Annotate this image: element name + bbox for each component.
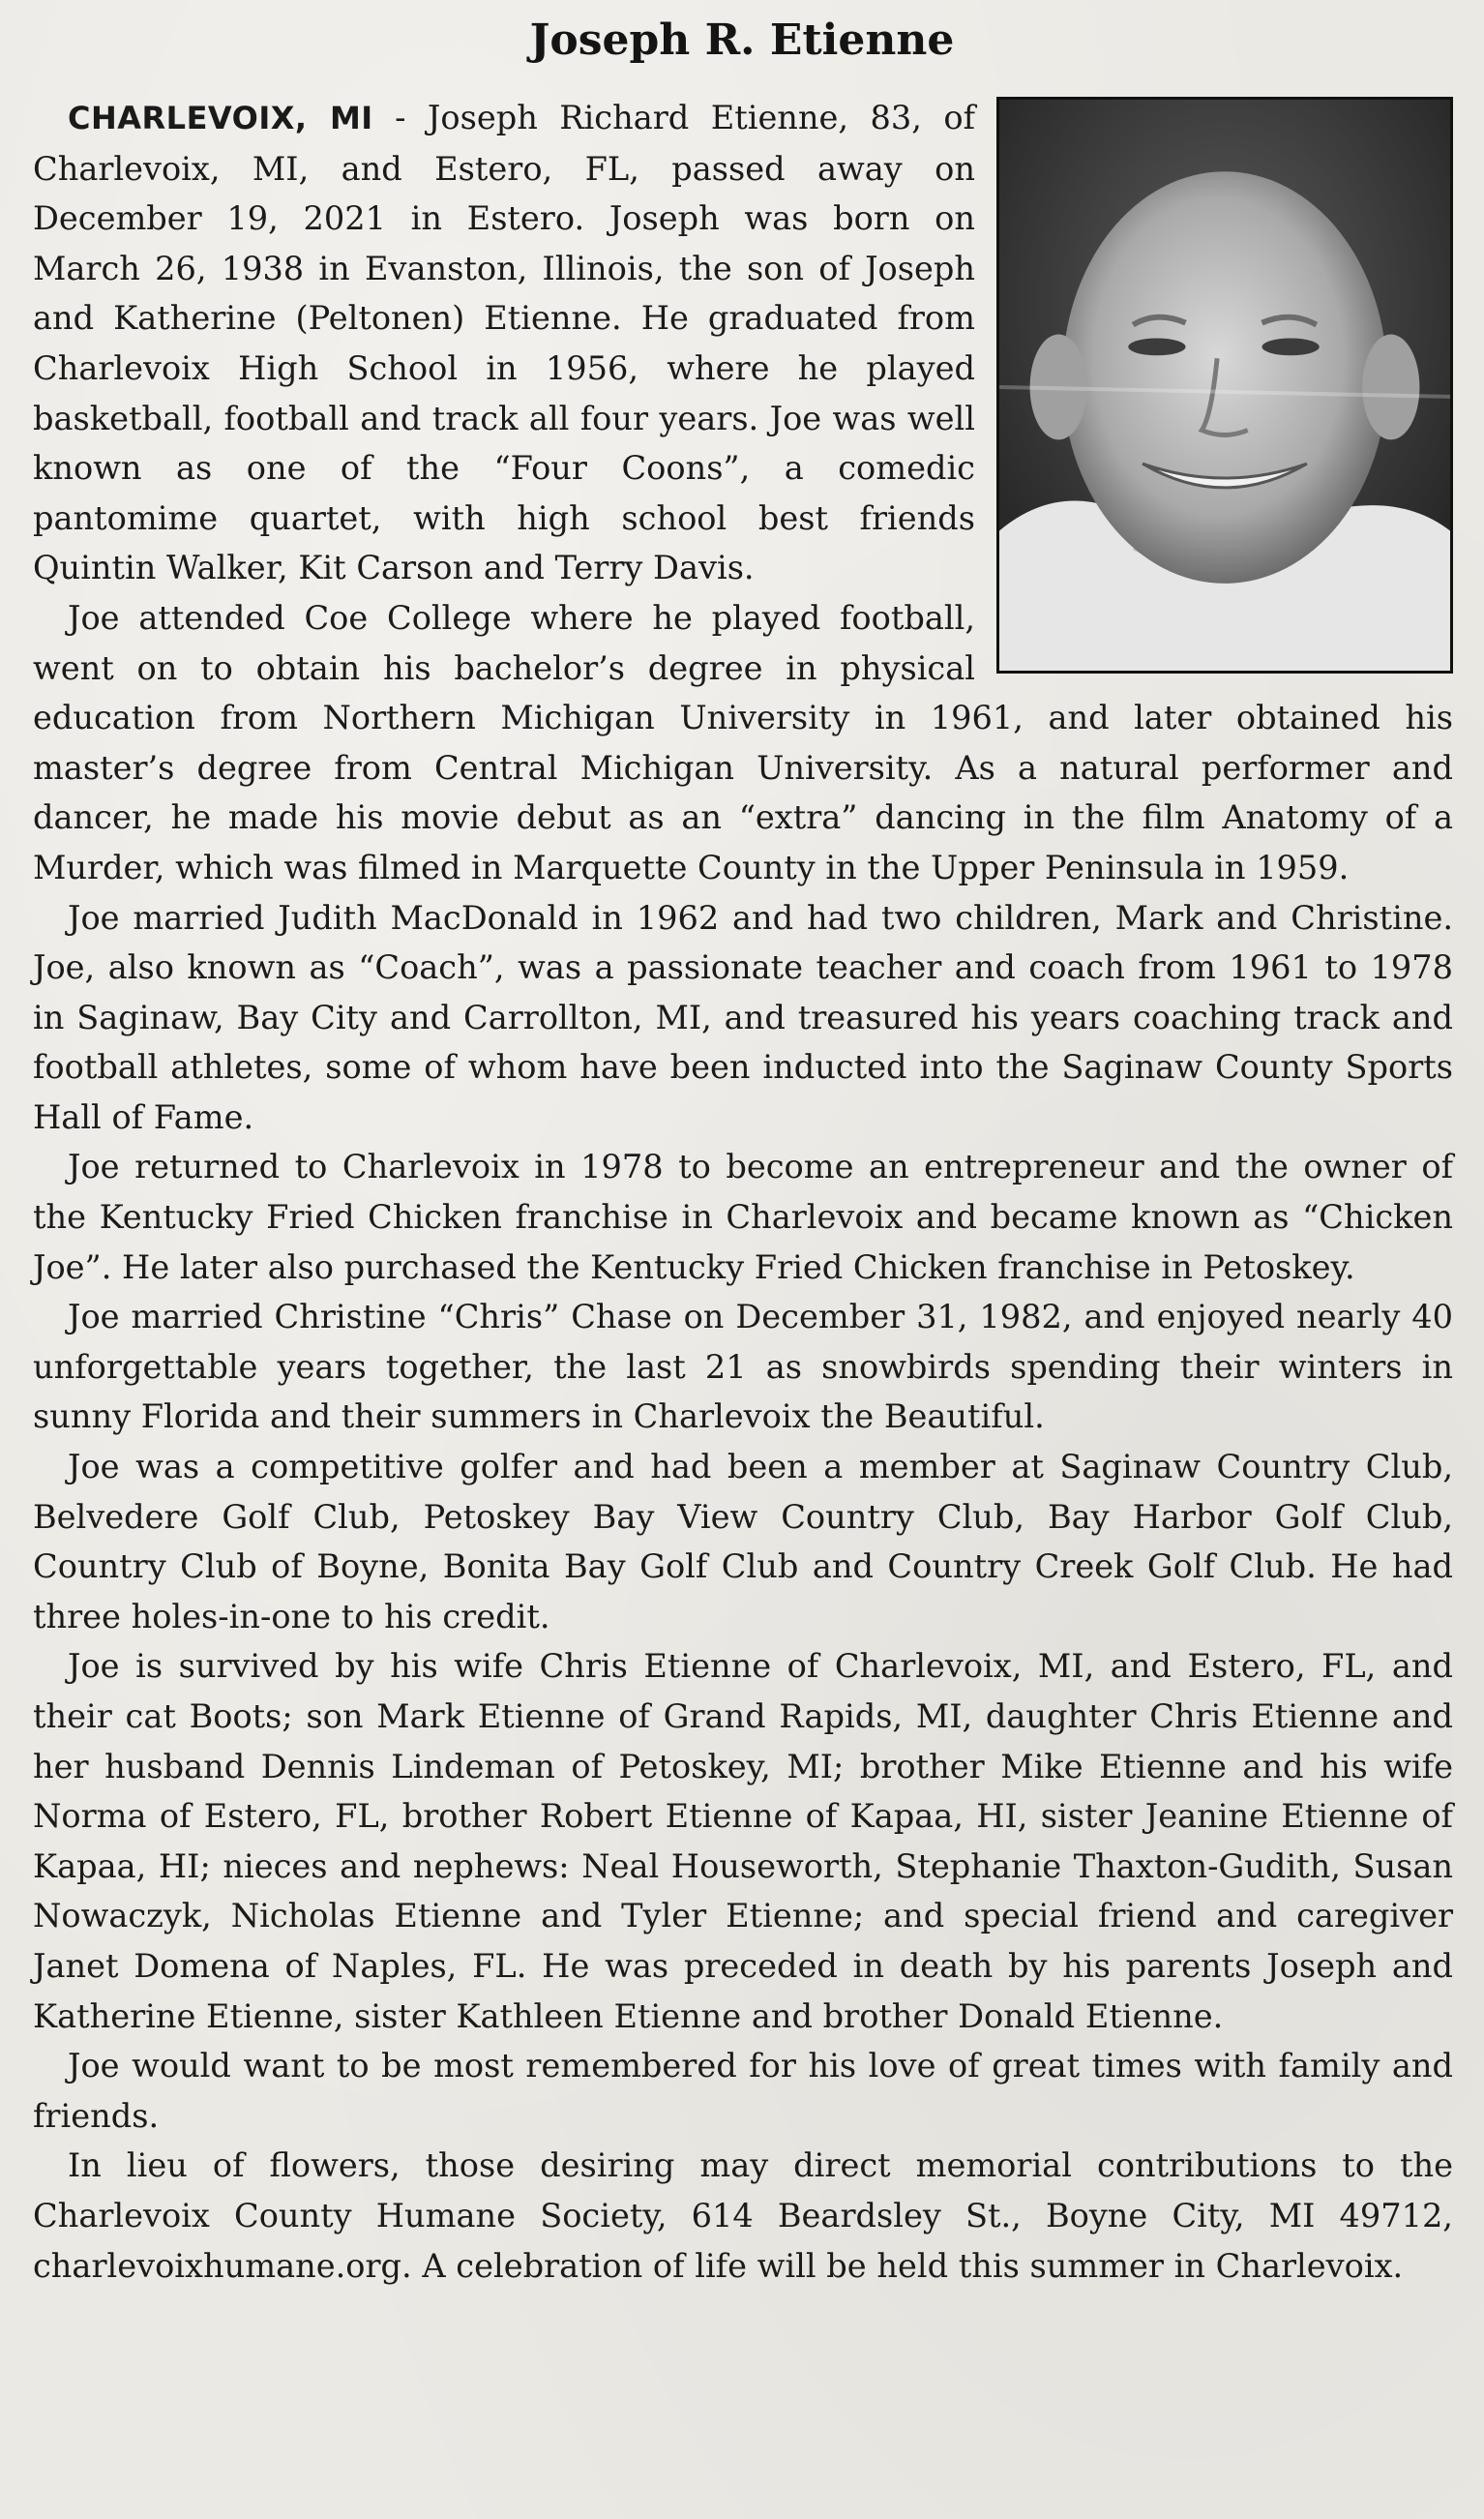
paragraph-remembrance: Joe would want to be most remembered for his love of great times with family and friends. (33, 2047, 1453, 2135)
paragraph-golf: Joe was a competitive golfer and had been a member at Saginaw Country Club, Belvedere Golf Club, Petoskey Bay View Country Club, Bay Harbor Golf Club, Country Club of Boyne, Bonita Bay Golf Club and Country Creek Golf Club. He had three holes-in-one to his credit. (33, 1448, 1453, 1635)
paragraph-career: Joe married Judith MacDonald in 1962 and had two children, Mark and Christine. Joe, also known as “Coach”, was a passionate teacher and coach from 1961 to 1978 in Saginaw, Bay City and Carrollton, MI, and treasured his years coaching track and football athletes, some of whom have been inducted into the Saginaw County Sports Hall of Fame. (33, 898, 1453, 1136)
portrait-photo (996, 97, 1453, 674)
paragraph-business: Joe returned to Charlevoix in 1978 to become an entrepreneur and the owner of the Kentucky Fried Chicken franchise in Charlevoix and became known as “Chicken Joe”. He later also purchased the Kentucky Fried Chicken franchise in Petoskey. (33, 1148, 1453, 1286)
obituary-headline: Joseph R. Etienne (529, 15, 955, 65)
lead-text: - Joseph Richard Etienne, 83, of Charlevoix, MI, and Estero, FL, passed away on December 19, 2021 in Estero. Joseph was born on March 26, 1938 in Evanston, Illinois, the son of Joseph and Katherine (Peltonen) Etienne. He graduated from Charlevoix High School in 1956, where he played basketball, football and track all four years. Joe was well known as one of the “Four Coons”, a comedic pantomime quartet, with high school best friends Quintin Walker, Kit Carson and Terry Davis. (33, 99, 976, 587)
portrait-image (999, 100, 1450, 671)
paragraph-marriage: Joe married Christine “Chris” Chase on December 31, 1982, and enjoyed nearly 40 unforgettable years together, the last 21 as snowbirds spending their winters in sunny Florida and their summers in Charlevoix the Beautiful. (33, 1298, 1453, 1436)
paragraph-memorial: In lieu of flowers, those desiring may direct memorial contributions to the Charlevoix County Humane Society, 614 Beardsley St., Boyne City, MI 49712, charlevoixhumane.org. A celebration of life will be held this summer in Charlevoix. (33, 2146, 1453, 2285)
paragraph-survivors: Joe is survived by his wife Chris Etienne of Charlevoix, MI, and Estero, FL, and their cat Boots; son Mark Etienne of Grand Rapids, MI, daughter Chris Etienne and her husband Dennis Lindeman of Petoskey, MI; brother Mike Etienne and his wife Norma of Estero, FL, brother Robert Etienne of Kapaa, HI, sister Jeanine Etienne of Kapaa, HI; nieces and nephews: Neal Houseworth, Stephanie Thaxton-Gudith, Susan Nowaczyk, Nicholas Etienne and Tyler Etienne; and special friend and caregiver Janet Domena of Naples, FL. He was preceded in death by his parents Joseph and Katherine Etienne, sister Kathleen Etienne and brother Donald Etienne. (33, 1647, 1453, 2035)
paragraph-education: Joe attended Coe College where he played football, went on to obtain his bachelor’s degree in physical education from Northern Michigan University in 1961, and later obtained his master’s degree from Central Michigan University. As a natural performer and dancer, he made his movie debut as an “extra” dancing in the film Anatomy of a Murder, which was filmed in Marquette County in the Upper Peninsula in 1959. (33, 598, 1453, 886)
obituary-body (33, 93, 1453, 2291)
dateline: CHARLEVOIX, MI (68, 100, 373, 136)
